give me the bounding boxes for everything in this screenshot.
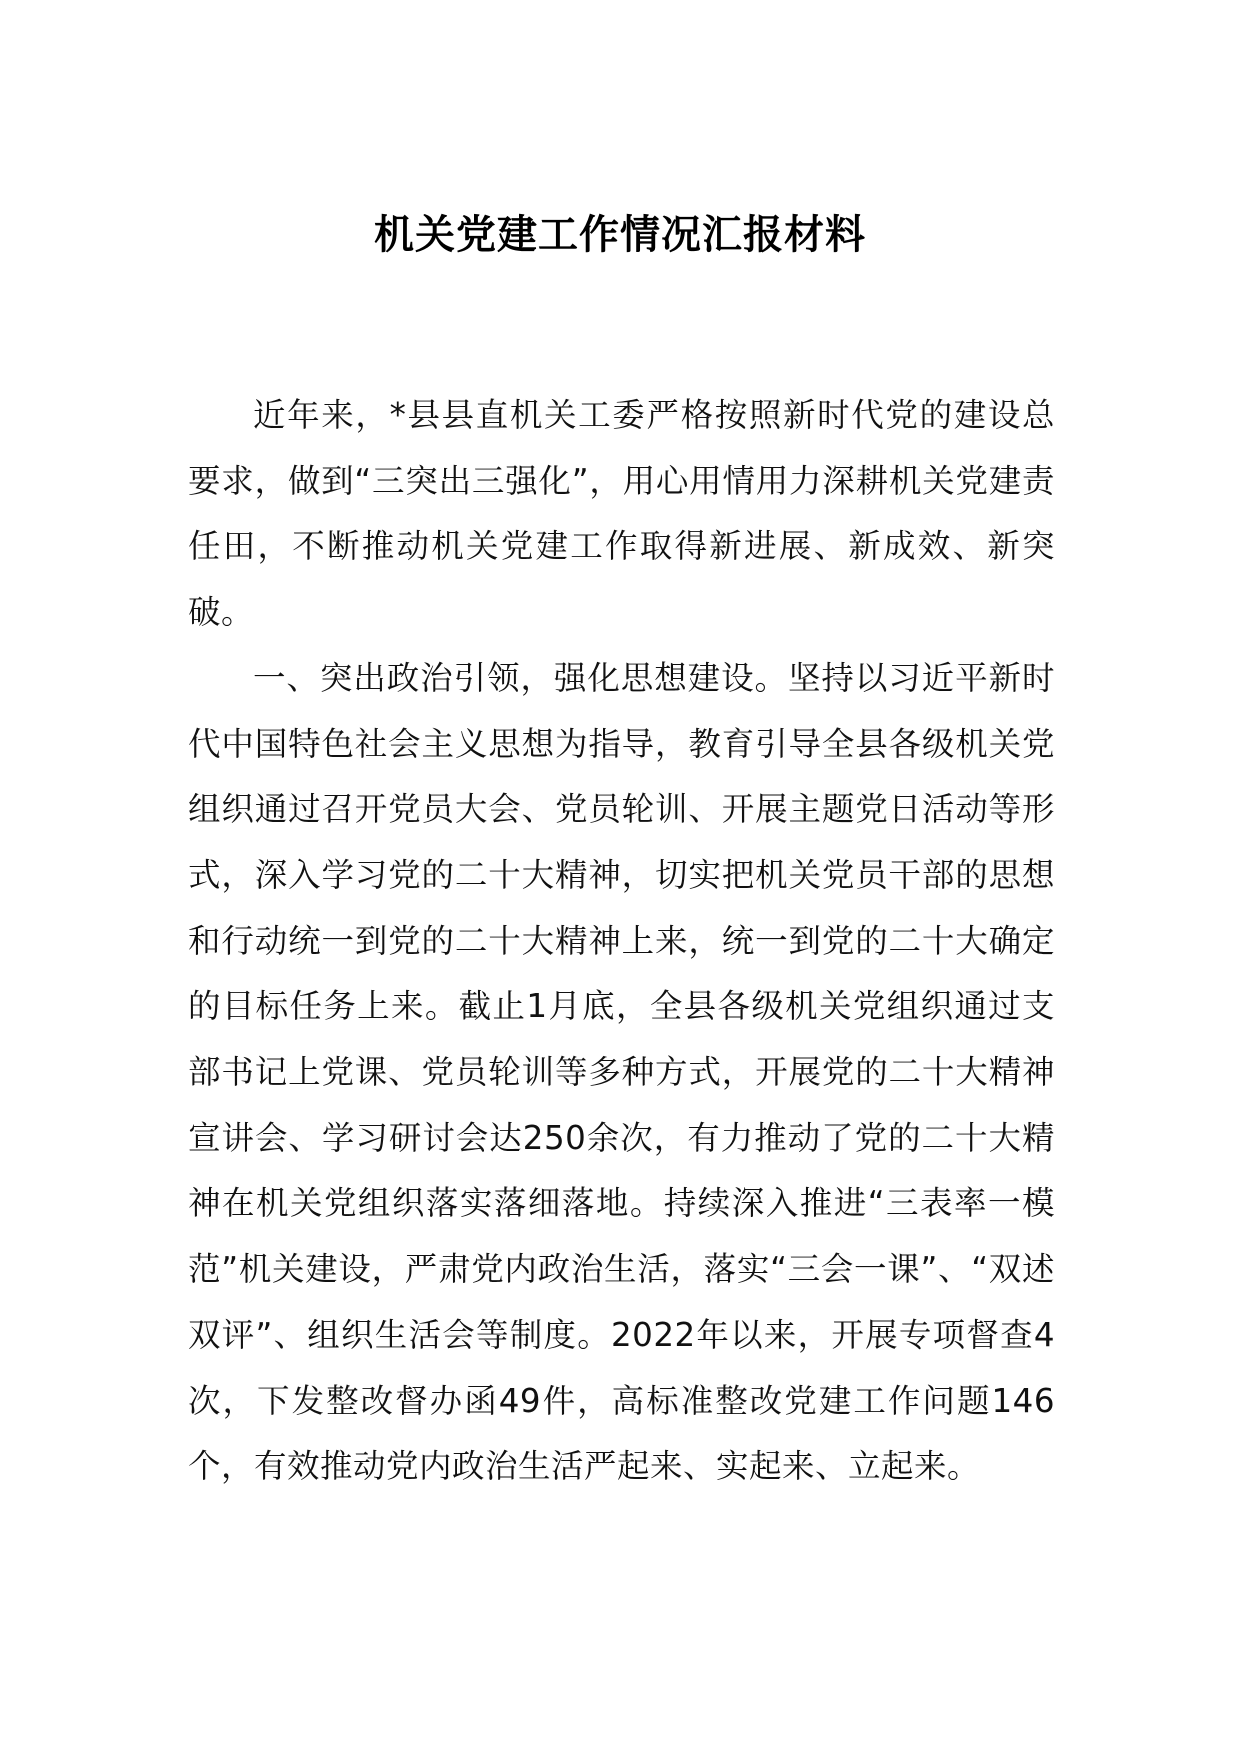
paragraph-intro: 近年来，*县县直机关工委严格按照新时代党的建设总要求，做到“三突出三强化”，用心用情用力深耕机关党建责任田，不断推动机关党建工作取得新进展、新成效、新突破。 [188,396,1055,632]
paragraph-section-1: 一、突出政治引领，强化思想建设。坚持以习近平新时代中国特色社会主义思想为指导，教育引导全县各级机关党组织通过召开党员大会、党员轮训、开展主题党日活动等形式，深入学习党的二十大精神，切实把机关党员干部的思想和行动统一到党的二十大精神上来，统一到党的二十大确定的目标任务上来。截止1月底，全县各级机关党组织通过支部书记上党课、党员轮训等多种方式，开展党的二十大精神宣讲会、学习研讨会达250余次，有力推动了党的二十大精神在机关党组织落实落细落地。持续深入推进“三表率一模范”机关建设，严肃党内政治生活，落实“三会一课”、“双述双评”、组织生活会等制度。2022年以来，开展专项督查4次，下发整改督办函49件，高标准整改党建工作问题146个，有效推动党内政治生活严起来、实起来、立起来。 [188,658,1055,1486]
document-title: 机关党建工作情况汇报材料 [374,212,866,258]
document-body [188,383,1055,1500]
